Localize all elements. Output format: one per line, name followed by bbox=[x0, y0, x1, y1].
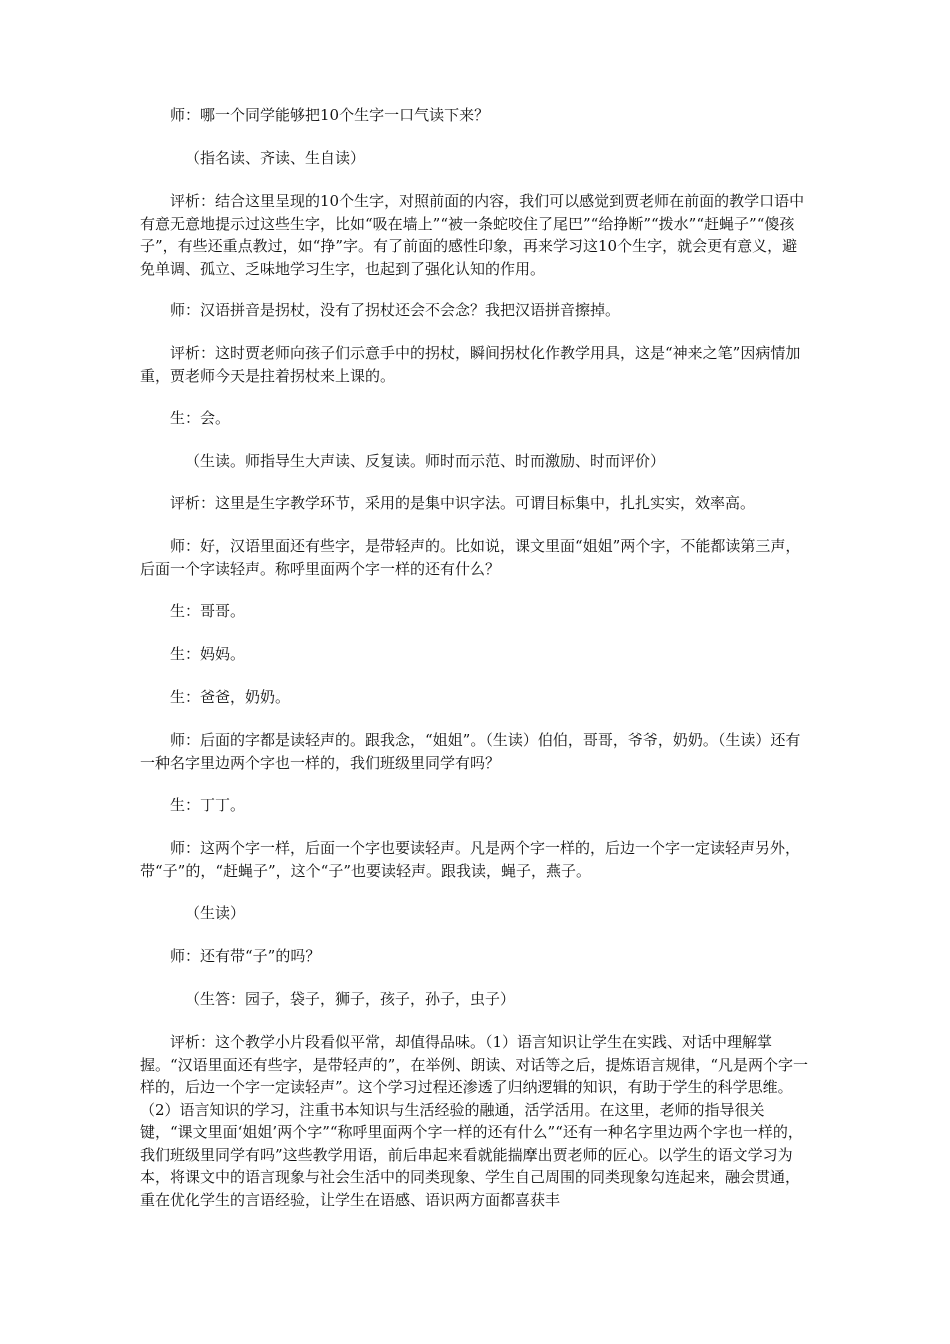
paragraph-commentary: 评析：这个教学小片段看似平常，却值得品味。（1）语言知识让学生在实践、对话中理解掌握。“汉语里面还有些字，是带轻声的”，在举例、朗读、对话等之后，提炼语言规律，“凡是两个字一样的，后边一个字一定读轻声”。这个学习过程还渗透了归纳逻辑的知识，有助于学生的科学思维。（2）语言知识的学习，注重书本知识与生活经验的融通，活学活用。在这里，老师的指导很关键，“课文里面‘姐姐’两个字”“称呼里面两个字一样的还有什么”“还有一种名字里边两个字也一样的，我们班级里同学有吗”这些教学用语，前后串起来看就能揣摩出贾老师的匠心。以学生的语文学习为本，将课文中的语言现象与社会生活中的同类现象、学生自己周围的同类现象勾连起来，融会贯通，重在优化学生的言语经验，让学生在语感、语识两方面都喜获丰 bbox=[140, 1033, 809, 1209]
paragraph-commentary: 评析：这里是生字教学环节，采用的是集中识字法。可谓目标集中，扎扎实实，效率高。 bbox=[170, 494, 756, 512]
paragraph-commentary: 评析：这时贾老师向孩子们示意手中的拐杖，瞬间拐杖化作教学用具，这是“神来之笔”因病情加重，贾老师今天是拄着拐杖来上课的。 bbox=[140, 344, 801, 385]
paragraph-teacher-line: 师：还有带“子”的吗？ bbox=[170, 947, 321, 965]
paragraph-teacher-line: 师：这两个字一样，后面一个字也要读轻声。凡是两个字一样的，后边一个字一定读轻声另外，带“子”的，“赶蝇子”，这个“子”也要读轻声。跟我读，蝇子，燕子。 bbox=[140, 839, 801, 880]
paragraph-commentary: 评析：结合这里呈现的10个生字，对照前面的内容，我们可以感觉到贾老师在前面的教学口语中有意无意地提示过这些生字，比如“吸在墙上”“被一条蛇咬住了尾巴”“给挣断”“拨水”“赶蝇子”“傻孩子”，有些还重点教过，如“挣”字。有了前面的感性印象，再来学习这10个生字，就会更有意义，避免单调、孤立、乏味地学习生字，也起到了强化认知的作用。 bbox=[140, 192, 805, 278]
paragraph-stage-note: （指名读、齐读、生自读） bbox=[185, 149, 366, 167]
paragraph-stage-note: （生读） bbox=[185, 904, 246, 922]
paragraph-student-line: 生：哥哥。 bbox=[170, 602, 246, 620]
paragraph-teacher-line: 师：后面的字都是读轻声的。跟我念，“姐姐”。（生读）伯伯，哥哥，爷爷，奶奶。（生读）还有一种名字里边两个字也一样的，我们班级里同学有吗？ bbox=[140, 731, 801, 772]
paragraph-stage-note: （生答：园子，袋子，狮子，孩子，孙子，虫子） bbox=[185, 990, 516, 1008]
paragraph-student-line: 生：会。 bbox=[170, 409, 231, 427]
paragraph-stage-note: （生读。师指导生大声读、反复读。师时而示范、时而激励、时而评价） bbox=[185, 452, 666, 470]
paragraph-teacher-line: 师：汉语拼音是拐杖，没有了拐杖还会不会念？我把汉语拼音擦掉。 bbox=[170, 301, 621, 319]
paragraph-teacher-line: 师：好，汉语里面还有些字，是带轻声的。比如说，课文里面“姐姐”两个字，不能都读第三声，后面一个字读轻声。称呼里面两个字一样的还有什么？ bbox=[140, 537, 801, 578]
paragraph-teacher-question: 师：哪一个同学能够把10个生字一口气读下来？ bbox=[170, 106, 490, 124]
paragraph-student-line: 生：丁丁。 bbox=[170, 796, 246, 814]
paragraph-student-line: 生：爸爸，奶奶。 bbox=[170, 688, 291, 706]
paragraph-student-line: 生：妈妈。 bbox=[170, 645, 246, 663]
